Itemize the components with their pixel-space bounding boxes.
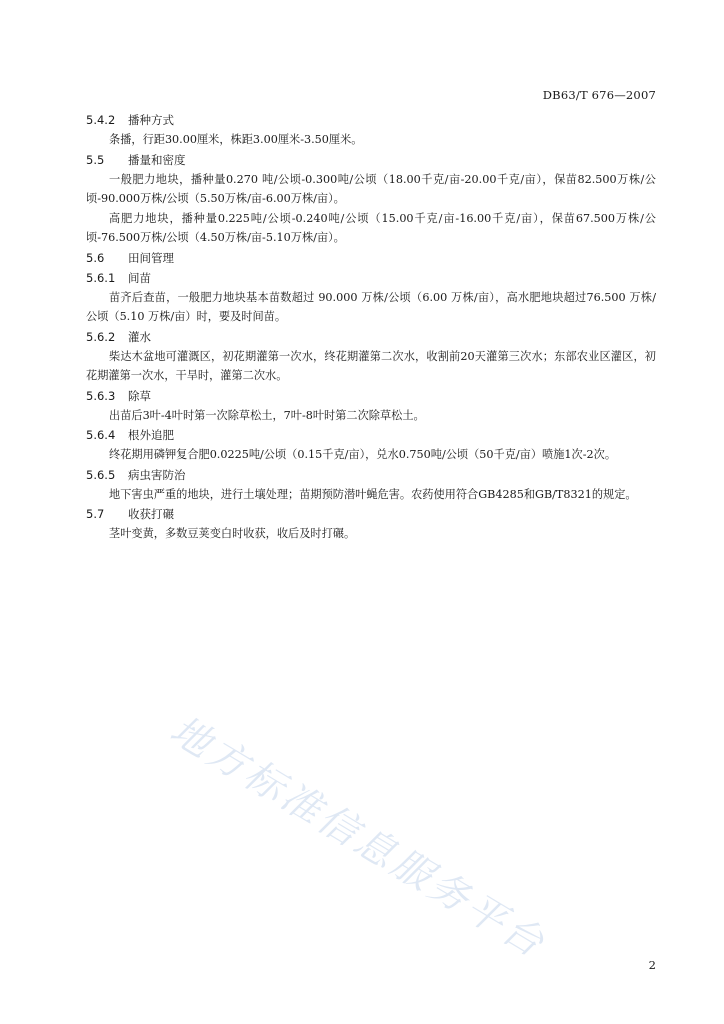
section-5-6-3 xyxy=(86,386,656,426)
section-title: 间苗 xyxy=(128,270,151,285)
section-5-6-2 xyxy=(86,327,656,386)
section-5-6 xyxy=(86,248,656,268)
section-5-6-5 xyxy=(86,465,656,505)
section-number: 5.6.3 xyxy=(86,388,116,403)
section-5-4-2 xyxy=(86,110,656,150)
paragraph: 出苗后3叶-4叶时第一次除草松土，7叶-8叶时第二次除草松土。 xyxy=(109,408,425,422)
paragraph: 高肥力地块，播种量0.225吨/公顷-0.240吨/公顷（15.00千克/亩-16.00千克/亩），保苗67.500万株/公顷-76.500万株/公顷（4.50万株/亩-5.10万株/亩）。 xyxy=(86,211,656,244)
section-heading xyxy=(86,465,656,485)
paragraph: 柴达木盆地可灌溉区，初花期灌第一次水，终花期灌第二次水，收割前20天灌第三次水；东部农业区灌区，初花期灌第一次水，干旱时，灌第二次水。 xyxy=(86,349,656,382)
section-number: 5.6.2 xyxy=(86,329,116,344)
section-number: 5.6.5 xyxy=(86,467,116,482)
paragraph: 条播，行距30.00厘米，株距3.00厘米-3.50厘米。 xyxy=(109,133,363,146)
section-title: 灌水 xyxy=(128,329,151,344)
document-body xyxy=(86,110,656,544)
section-title: 田间管理 xyxy=(128,250,174,265)
document-code: DB63/T 676—2007 xyxy=(542,88,656,102)
section-5-6-4 xyxy=(86,425,656,465)
section-title: 根外追肥 xyxy=(128,428,174,442)
section-5-6-1 xyxy=(86,268,656,327)
section-number: 5.4.2 xyxy=(86,113,116,127)
section-title: 播种方式 xyxy=(128,113,174,127)
paragraph: 一般肥力地块，播种量0.270 吨/公顷-0.300吨/公顷（18.00千克/亩-20.00千克/亩），保苗82.500万株/公顷-90.000万株/公顷（5.50万株/亩-6.00万株/亩）。 xyxy=(86,172,656,205)
section-heading xyxy=(86,504,656,524)
section-title: 播量和密度 xyxy=(128,152,186,167)
section-title: 收获打碾 xyxy=(128,507,174,521)
paragraph: 终花期用磷钾复合肥0.0225吨/公顷（0.15千克/亩），兑水0.750吨/公顷（50千克/亩）喷施1次-2次。 xyxy=(109,448,617,461)
section-number: 5.7 xyxy=(86,507,105,521)
paragraph: 茎叶变黄，多数豆荚变白时收获，收后及时打碾。 xyxy=(109,527,356,540)
section-number: 5.6 xyxy=(86,250,105,265)
section-5-5 xyxy=(86,150,656,248)
section-5-7 xyxy=(86,504,656,544)
paragraph: 地下害虫严重的地块，进行土壤处理；苗期预防潜叶蝇危害。农药使用符合GB4285和GB/T8321的规定。 xyxy=(109,487,637,501)
section-heading xyxy=(86,110,656,130)
section-heading xyxy=(86,386,656,406)
watermark: 地方标准信息服务平台 xyxy=(162,707,554,968)
section-number: 5.6.1 xyxy=(86,270,116,285)
section-heading xyxy=(86,248,656,268)
section-title: 除草 xyxy=(128,388,151,403)
paragraph: 苗齐后查苗，一般肥力地块基本苗数超过 90.000 万株/公顷（6.00 万株/亩），高水肥地块超过76.500 万株/公顷（5.10 万株/亩）时，要及时间苗。 xyxy=(86,290,656,323)
section-number: 5.6.4 xyxy=(86,428,116,442)
section-title: 病虫害防治 xyxy=(128,467,186,482)
section-number: 5.5 xyxy=(86,152,105,167)
section-heading xyxy=(86,425,656,445)
section-heading xyxy=(86,150,656,170)
section-heading xyxy=(86,327,656,347)
page-number: 2 xyxy=(648,958,656,972)
section-heading xyxy=(86,268,656,288)
